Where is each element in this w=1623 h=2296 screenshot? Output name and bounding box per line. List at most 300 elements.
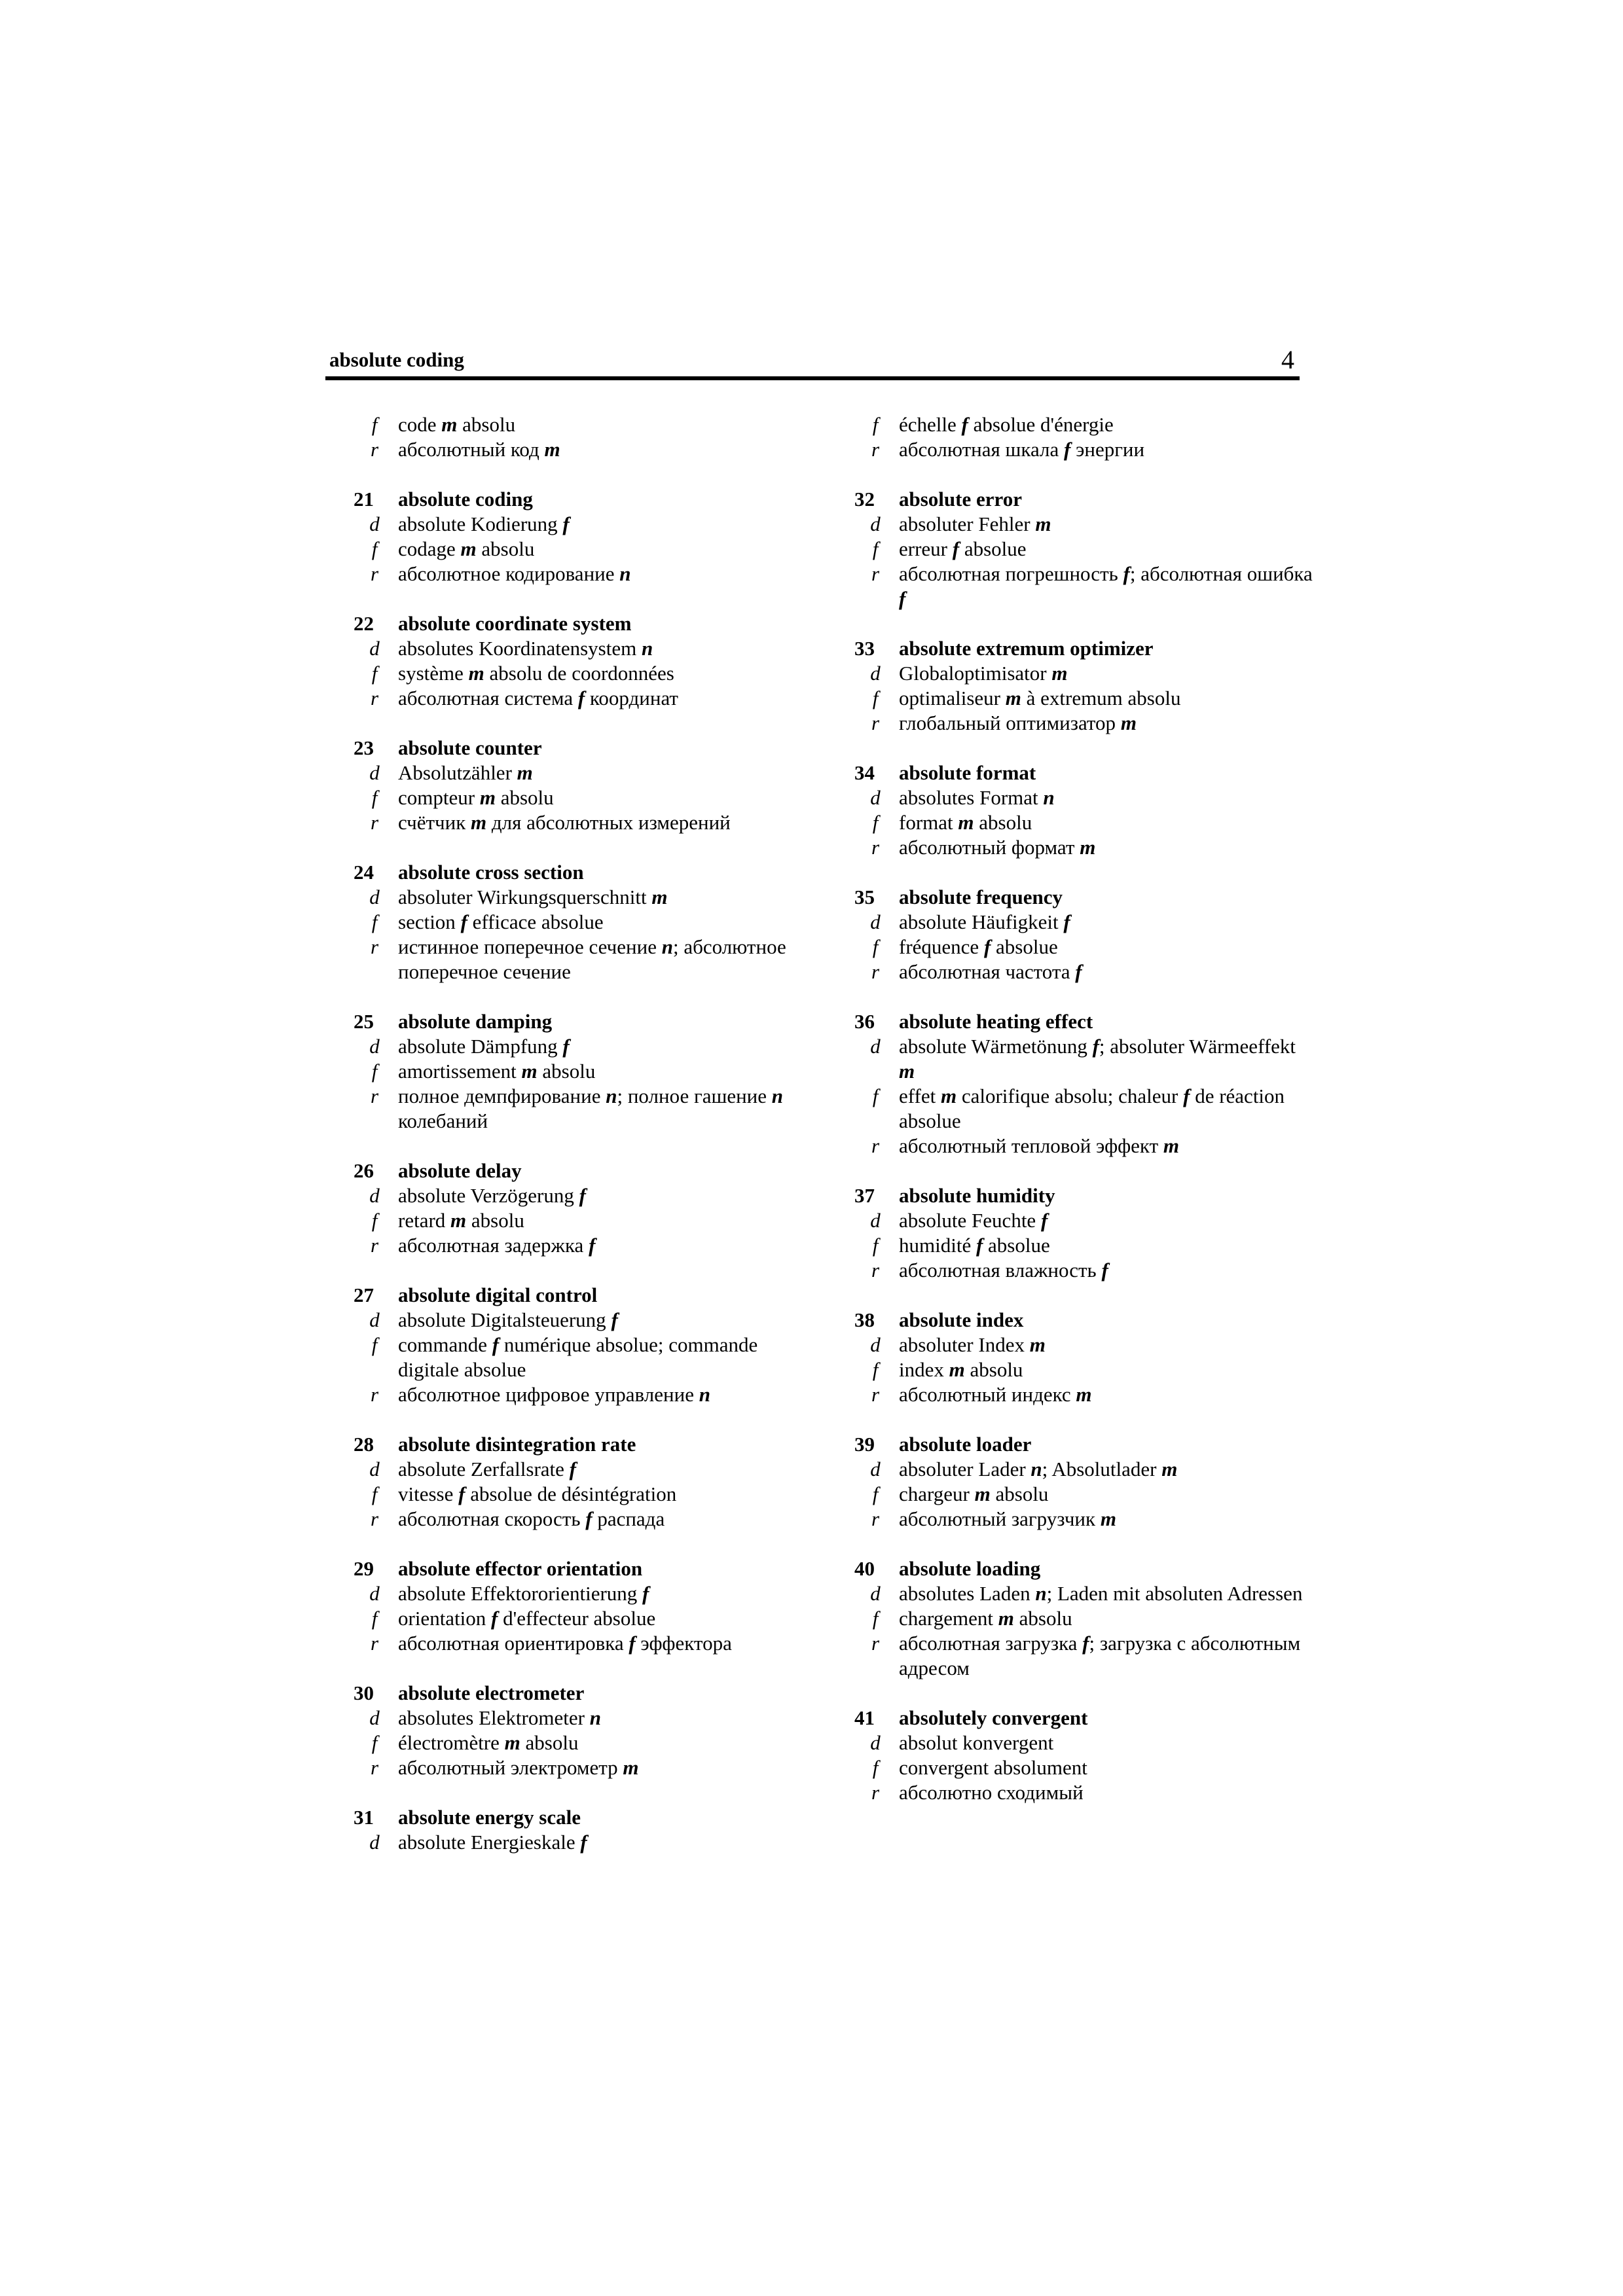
translation-line [854, 960, 1313, 984]
translation-line [354, 1183, 812, 1208]
entry-heading [354, 1805, 812, 1830]
translation-fragment: absolutes Format [899, 786, 1044, 809]
translation-text [899, 1382, 1313, 1407]
gender-marker: m [471, 811, 487, 834]
language-code: r [871, 1781, 880, 1804]
entry-term: absolute humidity [899, 1184, 1055, 1207]
gender-marker: m [1100, 1507, 1116, 1530]
dictionary-entry [354, 412, 812, 462]
translation-line [354, 1233, 812, 1258]
translation-fragment: absolu [495, 786, 554, 809]
translation-text [398, 1706, 812, 1731]
translation-text [398, 636, 812, 661]
language-code: d [870, 786, 881, 809]
gender-marker: f [569, 1458, 576, 1480]
translation-text [398, 537, 812, 562]
translation-fragment: абсолютный формат [899, 836, 1080, 859]
entry-term: absolute index [899, 1308, 1024, 1331]
translation-fragment: энергии [1070, 438, 1145, 461]
translation-fragment: erreur [899, 537, 953, 560]
dictionary-entry [854, 1183, 1313, 1283]
entry-term: absolute energy scale [398, 1806, 581, 1829]
language-code: d [870, 1582, 881, 1605]
translation-text [398, 1755, 812, 1780]
gender-marker: m [949, 1358, 965, 1381]
gender-marker: f [458, 1482, 465, 1505]
translation-text [899, 1457, 1313, 1482]
translation-fragment: d'effecteur absolue [498, 1607, 656, 1630]
translation-line [854, 1755, 1313, 1780]
entry-number: 28 [354, 1433, 374, 1456]
gender-marker: n [1043, 786, 1055, 809]
right-column [854, 412, 1313, 1830]
language-code: r [871, 711, 880, 734]
translation-line [354, 1208, 812, 1233]
translation-text [899, 686, 1313, 711]
translation-line [354, 1382, 812, 1407]
translation-line [354, 785, 812, 810]
dictionary-entry [354, 1009, 812, 1134]
translation-fragment: absoluter Lader [899, 1458, 1031, 1480]
language-code: r [370, 687, 379, 709]
gender-marker: m [1076, 1383, 1092, 1406]
translation-text [398, 1333, 812, 1382]
translation-line [354, 537, 812, 562]
translation-fragment: absolute Wärmetönung [899, 1035, 1093, 1058]
gender-marker: f [491, 1607, 498, 1630]
language-code: f [872, 537, 879, 560]
translation-text [899, 1731, 1313, 1755]
language-code: f [872, 413, 879, 436]
translation-fragment: chargement [899, 1607, 998, 1630]
gender-marker: m [1163, 1134, 1179, 1157]
translation-fragment: à extremum absolu [1021, 687, 1181, 709]
dictionary-entry [354, 487, 812, 586]
entry-heading [354, 1158, 812, 1183]
translation-fragment: абсолютный тепловой эффект [899, 1134, 1163, 1157]
language-code: r [370, 1234, 379, 1257]
translation-line [854, 1382, 1313, 1407]
translation-text [899, 835, 1313, 860]
translation-text [899, 1780, 1313, 1805]
gender-marker: f [492, 1333, 500, 1356]
translation-fragment: абсолютный код [398, 438, 545, 461]
entry-term: absolute frequency [899, 886, 1063, 908]
translation-text [899, 437, 1313, 462]
translation-text [899, 1233, 1313, 1258]
translation-fragment: абсолютная погрешность [899, 562, 1123, 585]
language-code: d [369, 1706, 380, 1729]
translation-fragment: ; полное гашение [617, 1085, 772, 1107]
entry-heading [854, 885, 1313, 910]
translation-fragment: absolu [964, 1358, 1023, 1381]
gender-marker: m [899, 1060, 915, 1083]
translation-text [899, 1333, 1313, 1357]
entry-heading [854, 1556, 1313, 1581]
gender-marker: n [1030, 1458, 1042, 1480]
entry-heading [854, 1183, 1313, 1208]
entry-heading [854, 636, 1313, 661]
language-code: f [371, 662, 378, 685]
translation-text [398, 1830, 812, 1855]
translation-text [899, 1208, 1313, 1233]
translation-text [398, 785, 812, 810]
translation-text [899, 1134, 1313, 1158]
language-code: d [870, 512, 881, 535]
translation-text [398, 437, 812, 462]
translation-line [854, 1457, 1313, 1482]
translation-fragment: amortissement [398, 1060, 522, 1083]
language-code: r [370, 811, 379, 834]
entry-term: absolutely convergent [899, 1706, 1088, 1729]
entry-heading [854, 1706, 1313, 1731]
translation-text [899, 1507, 1313, 1532]
translation-text [899, 537, 1313, 562]
translation-fragment: absolute Energieskale [398, 1831, 581, 1854]
entry-heading [854, 487, 1313, 512]
language-code: f [371, 1607, 378, 1630]
translation-fragment: ; абсолютное поперечное сечение [398, 935, 786, 983]
gender-marker: m [460, 537, 477, 560]
entry-term: absolute coding [398, 488, 533, 511]
translation-fragment: orientation [398, 1607, 492, 1630]
entry-term: absolute loader [899, 1433, 1032, 1456]
translation-fragment: ; Laden mit absoluten Adressen [1046, 1582, 1303, 1605]
entry-term: absolute counter [398, 736, 542, 759]
translation-line [354, 1333, 812, 1382]
translation-fragment: compteur [398, 786, 480, 809]
gender-marker: m [479, 786, 496, 809]
translation-text [899, 1606, 1313, 1631]
translation-fragment: absolute Kodierung [398, 512, 563, 535]
translation-fragment: абсолютная влажность [899, 1259, 1102, 1282]
entry-number: 25 [354, 1010, 374, 1033]
language-code: d [870, 662, 881, 685]
gender-marker: f [1063, 438, 1071, 461]
language-code: d [870, 910, 881, 933]
gender-marker: f [1123, 562, 1130, 585]
translation-fragment: échelle [899, 413, 962, 436]
entry-number: 34 [854, 761, 875, 784]
translation-text [899, 1357, 1313, 1382]
translation-fragment: absolu [476, 537, 535, 560]
dictionary-entry [354, 1158, 812, 1258]
gender-marker: m [998, 1607, 1014, 1630]
gender-marker: m [1120, 711, 1137, 734]
language-code: d [870, 1333, 881, 1356]
gender-marker: f [961, 413, 968, 436]
language-code: r [370, 1085, 379, 1107]
translation-text [899, 711, 1313, 736]
translation-fragment: absolu [520, 1731, 579, 1754]
language-code: d [369, 1458, 380, 1480]
gender-marker: m [1051, 662, 1068, 685]
gender-marker: m [651, 886, 668, 908]
gender-marker: m [1005, 687, 1021, 709]
gender-marker: f [577, 687, 585, 709]
gender-marker: m [974, 1482, 991, 1505]
entry-heading [354, 487, 812, 512]
entry-number: 21 [354, 488, 374, 511]
entry-term: absolute disintegration rate [398, 1433, 636, 1456]
language-code: r [871, 1259, 880, 1282]
gender-marker: f [562, 1035, 570, 1058]
translation-fragment: absolutes Laden [899, 1582, 1036, 1605]
gender-marker: m [958, 811, 974, 834]
translation-fragment: распада [592, 1507, 665, 1530]
translation-line [354, 1308, 812, 1333]
translation-text [398, 1233, 812, 1258]
entry-number: 33 [854, 637, 875, 660]
language-code: d [870, 1209, 881, 1232]
translation-fragment: счётчик [398, 811, 471, 834]
entry-heading [854, 1009, 1313, 1034]
translation-line [854, 1258, 1313, 1283]
translation-text [899, 810, 1313, 835]
translation-fragment: абсолютное кодирование [398, 562, 620, 585]
translation-fragment: координат [585, 687, 678, 709]
language-code: d [870, 1731, 881, 1754]
translation-line [354, 1830, 812, 1855]
entry-term: absolute heating effect [899, 1010, 1093, 1033]
translation-line [354, 562, 812, 586]
translation-text [899, 1581, 1313, 1606]
translation-line [354, 1482, 812, 1507]
translation-line [354, 935, 812, 984]
gender-marker: n [589, 1706, 601, 1729]
translation-text [398, 1731, 812, 1755]
translation-text [899, 1755, 1313, 1780]
language-code: d [369, 1035, 380, 1058]
gender-marker: f [629, 1632, 636, 1655]
translation-fragment: абсолютная шкала [899, 438, 1064, 461]
entry-heading [354, 1283, 812, 1308]
translation-text [398, 1308, 812, 1333]
translation-fragment: de réaction absolue [899, 1085, 1285, 1132]
translation-fragment: système [398, 662, 469, 685]
translation-line [854, 1208, 1313, 1233]
entry-heading [854, 1432, 1313, 1457]
translation-fragment: абсолютная загрузка [899, 1632, 1083, 1655]
gender-marker: f [1040, 1209, 1048, 1232]
translation-line [354, 885, 812, 910]
translation-fragment: колебаний [398, 1109, 488, 1132]
translation-line [854, 437, 1313, 462]
gender-marker: f [589, 1234, 596, 1257]
language-code: r [871, 438, 880, 461]
dictionary-entry [854, 487, 1313, 611]
language-code: f [371, 1060, 378, 1083]
translation-text [398, 1581, 812, 1606]
language-code: r [370, 1756, 379, 1779]
translation-text [398, 686, 812, 711]
translation-fragment: chargeur [899, 1482, 975, 1505]
translation-fragment: retard [398, 1209, 451, 1232]
language-code: f [371, 910, 378, 933]
translation-fragment: ; absoluter Wärmeeffekt [1099, 1035, 1296, 1058]
translation-fragment: absolut konvergent [899, 1731, 1054, 1754]
translation-text [398, 1507, 812, 1532]
entry-term: absolute error [899, 488, 1022, 511]
language-code: d [369, 886, 380, 908]
gender-marker: m [450, 1209, 467, 1232]
translation-line [354, 1706, 812, 1731]
translation-fragment: абсолютный электрометр [398, 1756, 623, 1779]
dictionary-entry [854, 761, 1313, 860]
language-code: f [371, 537, 378, 560]
translation-line [354, 512, 812, 537]
translation-fragment: абсолютная частота [899, 960, 1076, 983]
dictionary-entry [854, 636, 1313, 736]
translation-fragment: абсолютный загрузчик [899, 1507, 1101, 1530]
gender-marker: f [579, 1184, 586, 1207]
dictionary-entry [354, 1805, 812, 1855]
language-code: f [872, 1234, 879, 1257]
gender-marker: m [544, 438, 560, 461]
translation-line [354, 1755, 812, 1780]
translation-text [398, 810, 812, 835]
gender-marker: f [1183, 1085, 1190, 1107]
translation-text [398, 1457, 812, 1482]
translation-line [854, 785, 1313, 810]
translation-fragment: absolu [457, 413, 516, 436]
gender-marker: f [642, 1582, 649, 1605]
dictionary-entry [354, 1283, 812, 1407]
entry-number: 40 [854, 1557, 875, 1580]
language-code: r [370, 1383, 379, 1406]
translation-line [854, 810, 1313, 835]
entry-number: 22 [354, 612, 374, 635]
translation-text [899, 512, 1313, 537]
language-code: d [369, 512, 380, 535]
entry-heading [854, 1308, 1313, 1333]
language-code: r [871, 960, 880, 983]
entry-term: absolute loading [899, 1557, 1041, 1580]
translation-line [354, 1631, 812, 1656]
translation-line [354, 910, 812, 935]
translation-text [899, 562, 1313, 611]
translation-text [899, 1258, 1313, 1283]
translation-line [854, 512, 1313, 537]
translation-text [899, 1631, 1313, 1681]
translation-line [354, 412, 812, 437]
entry-number: 39 [854, 1433, 875, 1456]
translation-line [354, 1034, 812, 1059]
language-code: f [371, 1333, 378, 1356]
translation-line [854, 1482, 1313, 1507]
translation-fragment: absolutes Koordinatensystem [398, 637, 642, 660]
entry-heading [854, 761, 1313, 785]
running-head: absolute coding [329, 348, 464, 371]
translation-text [899, 1034, 1313, 1084]
language-code: r [871, 1134, 880, 1157]
language-code: d [369, 761, 380, 784]
translation-fragment: absolu [974, 811, 1032, 834]
left-column [354, 412, 812, 1880]
translation-line [354, 1457, 812, 1482]
entry-number: 26 [354, 1159, 374, 1182]
translation-fragment: absolue [959, 537, 1027, 560]
gender-marker: f [580, 1831, 587, 1854]
translation-line [354, 761, 812, 785]
translation-fragment: numérique absolue; commande digitale absolue [398, 1333, 758, 1381]
dictionary-entry [854, 412, 1313, 462]
entry-heading [354, 736, 812, 761]
entry-number: 32 [854, 488, 875, 511]
translation-line [354, 1084, 812, 1134]
translation-line [854, 562, 1313, 611]
dictionary-entry [854, 1706, 1313, 1805]
entry-number: 41 [854, 1706, 875, 1729]
entry-term: absolute extremum optimizer [899, 637, 1154, 660]
entry-number: 38 [854, 1308, 875, 1331]
translation-fragment: absolute Feuchte [899, 1209, 1041, 1232]
translation-fragment: humidité [899, 1234, 976, 1257]
translation-fragment: absolue d'énergie [968, 413, 1114, 436]
translation-fragment: absolu [990, 1482, 1049, 1505]
gender-marker: f [562, 512, 570, 535]
translation-fragment: absolute Dämpfung [398, 1035, 563, 1058]
translation-fragment: ; Absolutlader [1042, 1458, 1162, 1480]
translation-fragment: absolute Zerfallsrate [398, 1458, 570, 1480]
gender-marker: f [983, 935, 991, 958]
language-code: r [370, 1507, 379, 1530]
translation-fragment: истинное поперечное сечение [398, 935, 662, 958]
translation-text [398, 761, 812, 785]
page-number: 4 [1281, 345, 1294, 374]
language-code: f [872, 811, 879, 834]
translation-line [854, 910, 1313, 935]
translation-text [398, 1208, 812, 1233]
translation-text [398, 1482, 812, 1507]
gender-marker: n [619, 562, 631, 585]
translation-fragment: codage [398, 537, 461, 560]
language-code: f [872, 1607, 879, 1630]
translation-line [854, 1731, 1313, 1755]
translation-line [854, 1333, 1313, 1357]
translation-fragment: fréquence [899, 935, 984, 958]
translation-line [854, 835, 1313, 860]
language-code: f [872, 687, 879, 709]
entry-heading [354, 1432, 812, 1457]
translation-line [854, 1606, 1313, 1631]
translation-fragment: absoluter Index [899, 1333, 1030, 1356]
translation-line [354, 1731, 812, 1755]
translation-text [398, 1606, 812, 1631]
language-code: d [369, 1184, 380, 1207]
translation-line [354, 1059, 812, 1084]
translation-text [899, 910, 1313, 935]
translation-fragment: format [899, 811, 958, 834]
translation-fragment: ; абсолютная ошибка [1129, 562, 1313, 585]
translation-line [354, 1606, 812, 1631]
entry-heading [354, 1556, 812, 1581]
translation-fragment: absolu [1013, 1607, 1072, 1630]
language-code: f [371, 1482, 378, 1505]
dictionary-entry [354, 611, 812, 711]
language-code: d [369, 1582, 380, 1605]
translation-fragment: абсолютная система [398, 687, 578, 709]
page-header [325, 346, 1300, 380]
entry-term: absolute coordinate system [398, 612, 632, 635]
translation-fragment: Absolutzähler [398, 761, 517, 784]
translation-fragment: абсолютное цифровое управление [398, 1383, 699, 1406]
entry-number: 37 [854, 1184, 875, 1207]
translation-text [899, 1482, 1313, 1507]
language-code: f [371, 413, 378, 436]
language-code: f [872, 1358, 879, 1381]
gender-marker: f [976, 1234, 983, 1257]
